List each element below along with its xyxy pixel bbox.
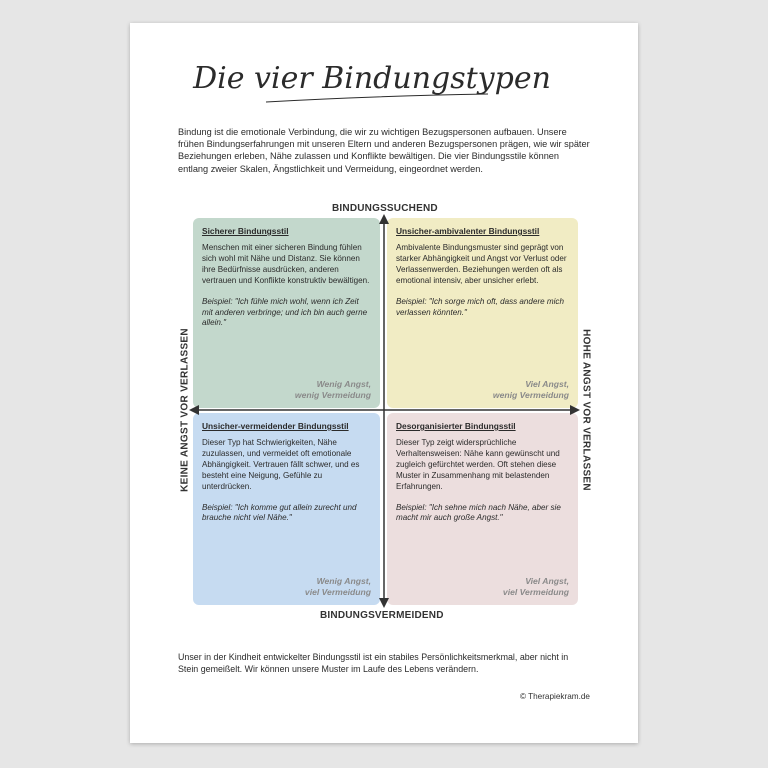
quadrant-example: Beispiel: "Ich komme gut allein zurecht und brauche nicht viel Nähe." [202, 502, 357, 523]
quadrant-title: Desorganisierter Bindungsstil [396, 421, 516, 431]
copyright-text: © Therapiekram.de [519, 692, 590, 701]
arrow-down-icon [379, 598, 389, 608]
arrow-up-icon [379, 214, 389, 224]
axis-top-label: BINDUNGSSUCHEND [332, 203, 438, 214]
axis-left-label: KEINE ANGST VOR VERLASSEN [179, 328, 191, 492]
quadrant-corner-label: Viel Angst, viel Vermeidung [502, 576, 569, 597]
intro-text: Bindung ist die emotionale Verbindung, die wir zu wichtigen Bezugspersonen aufbauen. Unsere frühen Bindungserfahrungen mit unseren Eltern und anderen Bezugspersonen prägen, wie wir später Beziehungen erleben, Nähe zulassen und Konflikte bewältigen. Die vier Bindungsstile können entlang zweier Skalen, Ängstlichkeit und Vermeidung, eingeordnet werden. [178, 127, 590, 174]
axis-bottom-label: BINDUNGSVERMEIDEND [320, 610, 444, 621]
outro-text: Unser in der Kindheit entwickelter Bindungsstil ist ein stabiles Persönlichkeitsmerkmal, aber nicht in Stein gemeißelt. Wir können unsere Muster im Laufe des Lebens verändern. [178, 652, 569, 674]
quadrant-text: Dieser Typ hat Schwierigkeiten, Nähe zuzulassen, und vermeidet oft emotionale Abhängigkeit. Vertrauen fällt schwer, und es besteht eine Neigung, Gefühle zu unterdrücken. [202, 438, 360, 491]
quadrant-corner-label: Viel Angst, wenig Vermeidung [492, 379, 569, 400]
quadrant-corner-label: Wenig Angst, wenig Vermeidung [294, 379, 371, 400]
quadrant-title: Sicherer Bindungsstil [202, 226, 289, 236]
page-title-text: Die vier Bindungstypen [193, 61, 551, 96]
quadrant-example: Beispiel: "Ich fühle mich wohl, wenn ich Zeit mit anderen verbringe; und ich bin auch gerne allein." [202, 296, 368, 328]
quadrant-title: Unsicher-ambivalenter Bindungsstil [396, 226, 540, 236]
quadrant-example: Beispiel: "Ich sorge mich oft, dass andere mich verlassen könnten." [396, 296, 564, 317]
quadrant-title: Unsicher-vermeidender Bindungsstil [202, 421, 349, 431]
quadrant-text: Menschen mit einer sicheren Bindung fühlen sich wohl mit Nähe und Distanz. Sie können ihre Bedürfnisse ausdrücken, anderen vertrauen und Konflikte konstruktiv bewältigen. [202, 243, 370, 285]
quadrant-corner-label: Wenig Angst, viel Vermeidung [304, 576, 371, 597]
axis-right-label: HOHE ANGST VOR VERLASSEN [580, 329, 592, 491]
quadrant-text: Ambivalente Bindungsmuster sind geprägt von starker Abhängigkeit und Angst vor Verlust oder Verlassenwerden. Beziehungen werden oft als emotional intensiv, aber unsicher erlebt. [396, 243, 567, 285]
quadrant-text: Dieser Typ zeigt widersprüchliche Verhaltensweisen: Nähe kann gewünscht und zugleich gefürchtet werden. Oft stehen diese Muster in Zusammenhang mit belastenden Erfahrungen. [396, 438, 560, 491]
quadrant-example: Beispiel: "Ich sehne mich nach Nähe, aber sie macht mir auch große Angst." [396, 502, 561, 523]
arrow-left-icon [189, 405, 199, 415]
arrow-right-icon [570, 405, 580, 415]
